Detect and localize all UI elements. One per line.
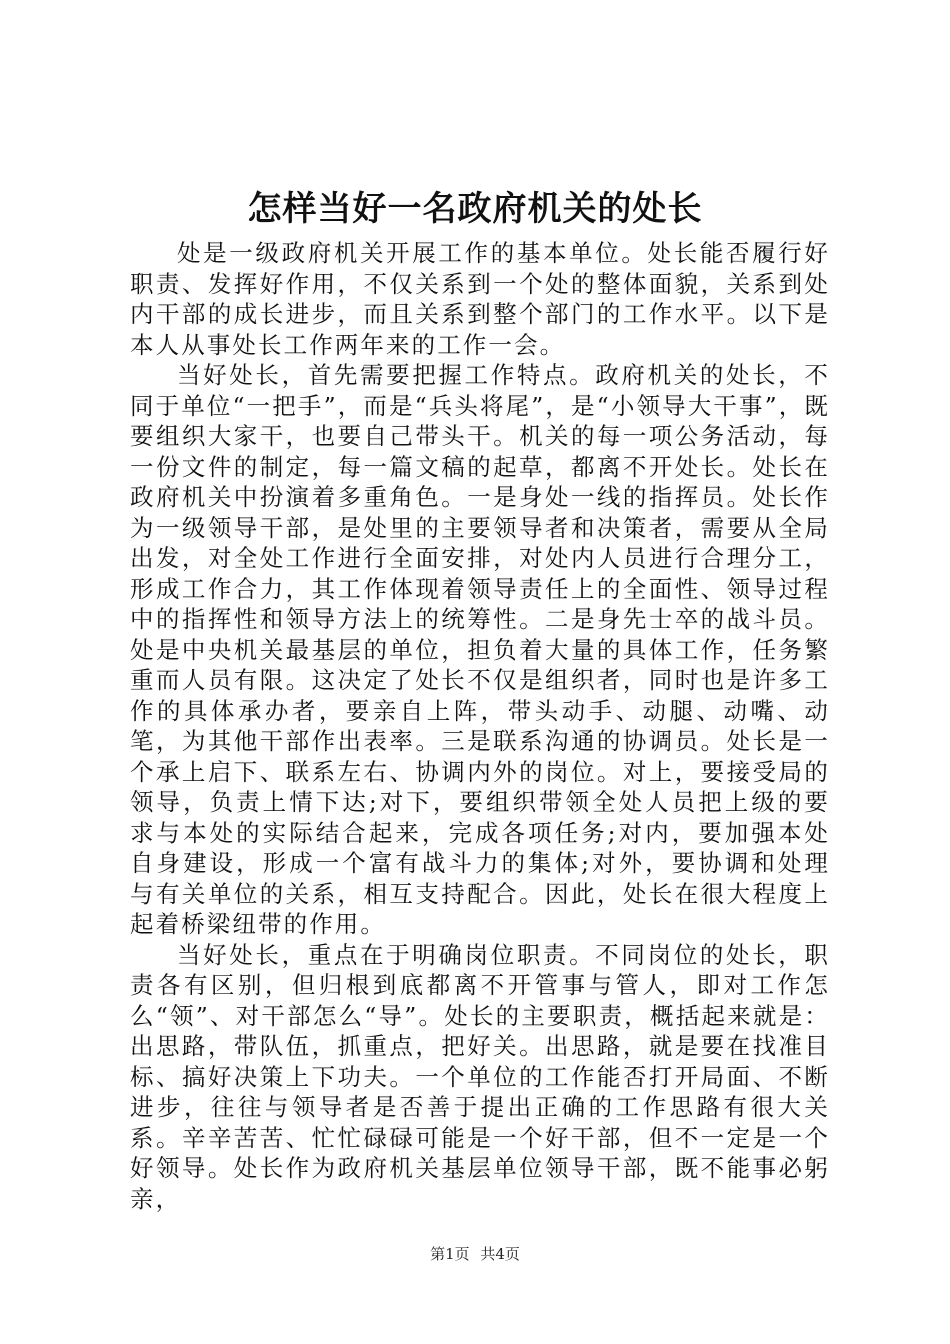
page-total: 共4页	[480, 1245, 520, 1263]
document-body	[130, 238, 830, 1214]
paragraph: 当好处长，重点在于明确岗位职责。不同岗位的处长，职责各有区别，但归根到底都离不开管事与管人，即对工作怎么“领”、对干部怎么“导”。处长的主要职责，概括起来就是：出思路，带队伍，抓重点，把好关。出思路，就是要在找准目标、搞好决策上下功夫。一个单位的工作能否打开局面、不断进步，往往与领导者是否善于提出正确的工作思路有很大关系。辛辛苦苦、忙忙碌碌可能是一个好干部，但不一定是一个好领导。处长作为政府机关基层单位领导干部，既不能事必躬亲，	[130, 940, 830, 1213]
paragraph: 当好处长，首先需要把握工作特点。政府机关的处长，不同于单位“一把手”，而是“兵头将尾”，是“小领导大干事”，既要组织大家干，也要自己带头干。机关的每一项公务活动，每一份文件的制定，每一篇文稿的起草，都离不开处长。处长在政府机关中扮演着多重角色。一是身处一线的指挥员。处长作为一级领导干部，是处里的主要领导者和决策者，需要从全局出发，对全处工作进行全面安排，对处内人员进行合理分工，形成工作合力，其工作体现着领导责任上的全面性、领导过程中的指挥性和领导方法上的统筹性。二是身先士卒的战斗员。处是中央机关最基层的单位，担负着大量的具体工作，任务繁重而人员有限。这决定了处长不仅是组织者，同时也是许多工作的具体承办者，要亲自上阵，带头动手、动腿、动嘴、动笔，为其他干部作出表率。三是联系沟通的协调员。处长是一个承上启下、联系左右、协调内外的岗位。对上，要接受局的领导，负责上情下达;对下，要组织带领全处人员把上级的要求与本处的实际结合起来，完成各项任务;对内，要加强本处自身建设，形成一个富有战斗力的集体;对外，要协调和处理与有关单位的关系，相互支持配合。因此，处长在很大程度上起着桥梁纽带的作用。	[130, 361, 830, 938]
page-footer	[0, 1244, 950, 1264]
page-number: 第1页	[430, 1245, 470, 1263]
paragraph: 处是一级政府机关开展工作的基本单位。处长能否履行好职责、发挥好作用，不仅关系到一个处的整体面貌，关系到处内干部的成长进步，而且关系到整个部门的工作水平。以下是本人从事处长工作两年来的工作一会。	[130, 239, 830, 359]
document-title: 怎样当好一名政府机关的处长	[247, 189, 703, 229]
